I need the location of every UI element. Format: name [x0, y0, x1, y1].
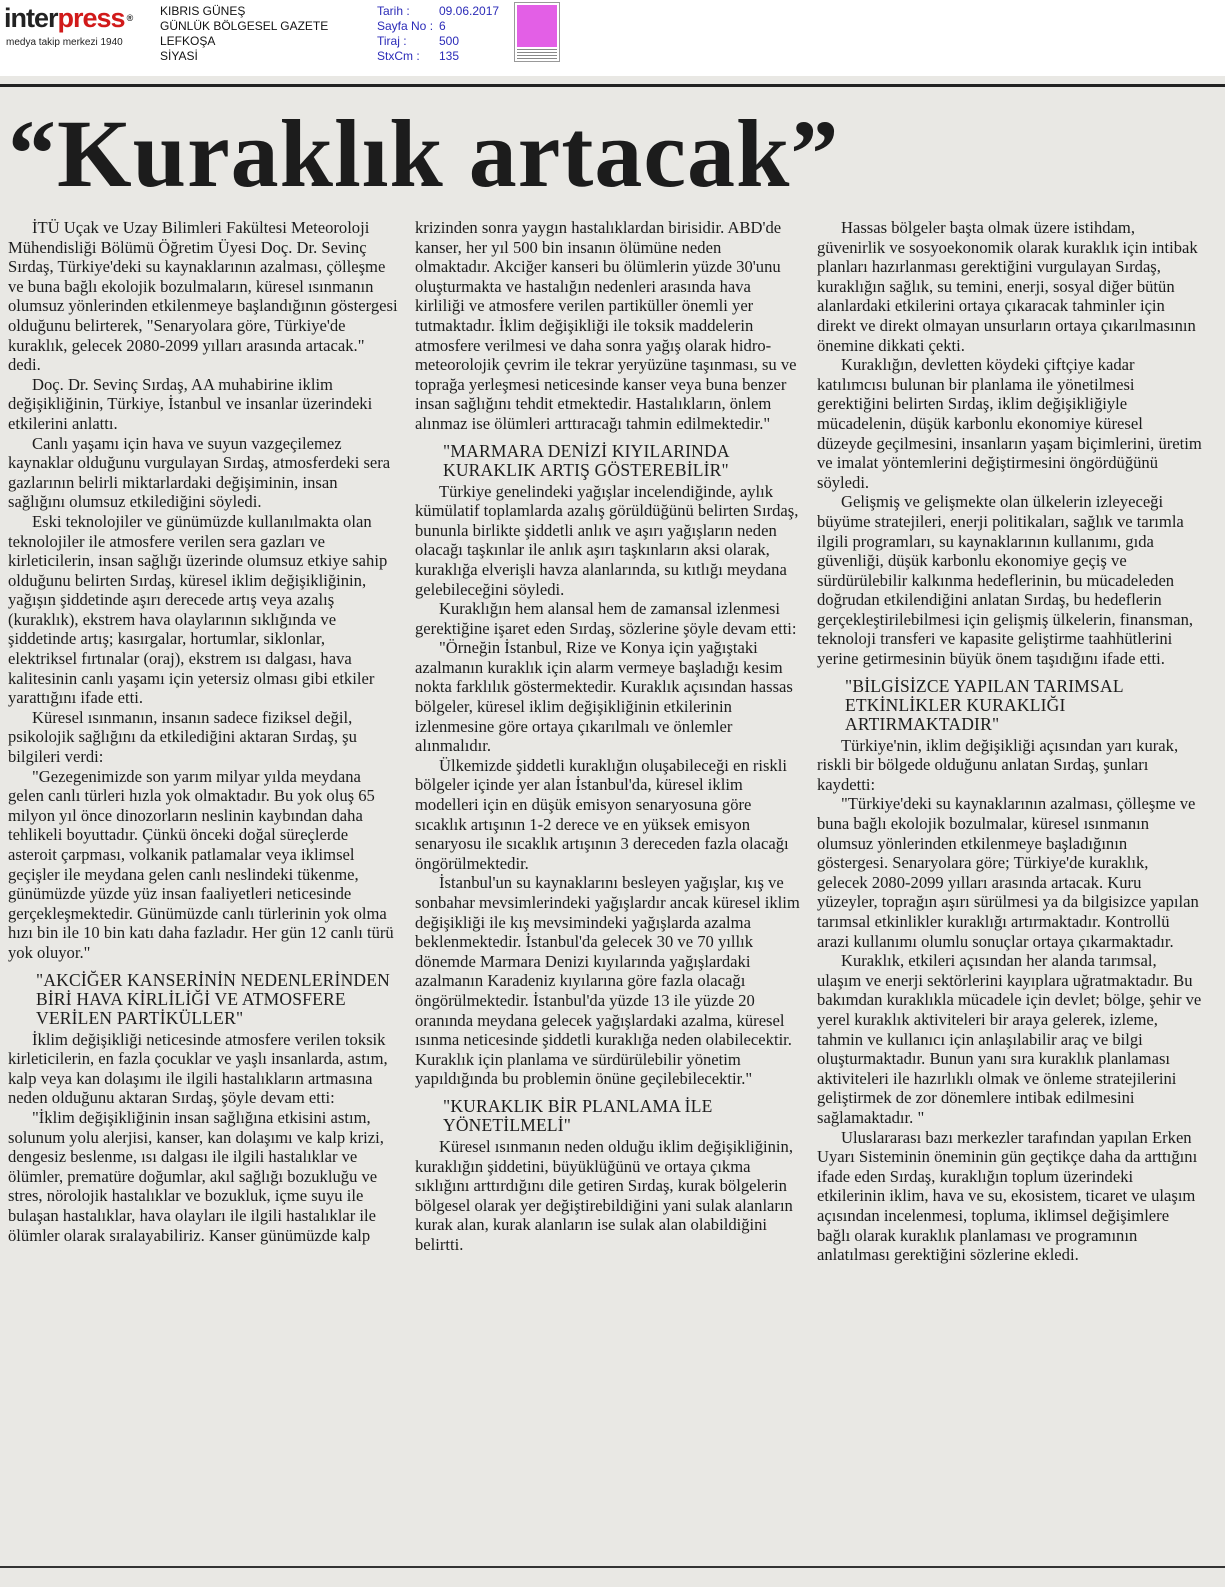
interpress-logo [4, 4, 154, 52]
meta-key: Tiraj : [377, 34, 407, 48]
paragraph: Canlı yaşamı için hava ve suyun vazgeçilemez kaynaklar olduğunu vurgulayan Sırdaş, atmosferdeki sera gazlarının belirli miktarlardaki değişiminin, insan sağlığını olumsuz etkilediğini söyledi. [8, 433, 391, 512]
publication-frequency: GÜNLÜK BÖLGESEL GAZETE [160, 19, 329, 33]
publication-city: LEFKOŞA [160, 34, 216, 48]
paragraph: Kuraklığın hem alansal hem de zamansal izlenmesi gerektiğine işaret eden Sırdaş, sözlerine şöyle devam etti: [415, 599, 797, 638]
article-column-2 [415, 218, 800, 1255]
subheading: "AKCİĞER KANSERİNİN NEDENLERİNDEN BİRİ HAVA KİRLİLİĞİ VE ATMOSFERE VERİLEN PARTİKÜLLER" [36, 969, 390, 1028]
paragraph: İstanbul'un su kaynaklarını besleyen yağışlar, kış ve sonbahar mevsimlerindeki yağışlardır ancak küresel iklim değişikliği ile kış mevsimindeki yağışlarda azalma beklenmektedir. İstanbul'da gelecek 30 ve 70 yıllık dönemde Marmara Denizi kıyılarında yağışlardaki azalmanın Karadeniz kıyılarına göre fazla olacağı öngörülmektedir. İstanbul'da yüzde 13 ile yüzde 20 oranında meydana gelecek yağışlardaki azalma, küresel ısınma neticesinde şiddetli kuraklığa neden olabilecektir. Kuraklık için planlama ve sürdürülebilir yönetim yapıldığında bu problemin önüne geçilebilecektir." [415, 873, 800, 1089]
meta-row [377, 34, 499, 49]
logo-tagline: medya takip merkezi 1940 [6, 37, 123, 48]
paragraph: Doç. Dr. Sevinç Sırdaş, AA muhabirine iklim değişikliğinin, Türkiye, İstanbul ve insanlar üzerindeki etkilerini anlattı. [8, 374, 373, 433]
thumbnail-lines [517, 49, 557, 59]
logo-press: press [57, 3, 125, 33]
logo-wordmark [4, 4, 154, 32]
bottom-rule [0, 1566, 1225, 1568]
meta-key: Sayfa No : [377, 19, 434, 33]
meta-key: Tarih : [377, 4, 410, 18]
meta-value: 135 [439, 49, 460, 63]
paragraph: Eski teknolojiler ve günümüzde kullanılmakta olan teknolojiler ile atmosfere verilen sera gazları ve kirleticilerin, insan sağlığı üzerinde olumsuz etkiye sahip olduğunu belirten Sırdaş, küresel iklim değişikliğinin, yağışın şiddetinde aşırı derecede artış veya azalış (kuraklık), ekstrem hava olaylarının sıklığında ve şiddetinde artış; kasırgalar, hortumlar, siklonlar, elektriksel fırtınalar (oraj), ekstrem ısı dalgası, hava kalitesinin canlı yaşamı için yetersiz olması gibi etkiler yarattığını ifade etti. [8, 511, 388, 708]
paragraph: Kuraklık, etkileri açısından her alanda tarımsal, ulaşım ve enerji sektörlerini kayıplara uğratmaktadır. Bu bakımdan kuraklıkla mücadele için devlet; bölge, şehir ve yerel kuraklık aktiviteleri bir araya gelerek, izleme, tahmin ve kullanıcı için anlaşılabilir araç ve bilgi oluşturmaktadır. Bunun yanı sıra kuraklık planlaması aktiviteleri ile hazırlıklı olmak ve önleme stratejilerini geliştirmek de zor dönemlere intibak edilmesini sağlamaktadır. " [817, 951, 1202, 1127]
headline: “Kuraklık artacak” [8, 100, 840, 207]
paragraph: Uluslararası bazı merkezler tarafından yapılan Erken Uyarı Sisteminin öneminin gün geçtikçe daha da arttığını ifade eden Sırdaş, kuraklığın toplum üzerindeki etkilerinin iklim, hava ve su, ekosistem, ticaret ve ulaşım açısından incelenmesi, topluma, iklimsel değişimlere bağlı olarak kuraklık planlaması ve programının anlatılması gerektiğini sözlerine ekledi. [817, 1127, 1198, 1265]
article-column-1 [8, 218, 398, 1245]
page-thumbnail[interactable] [514, 2, 560, 62]
meta-row [377, 49, 499, 64]
paragraph: "İklim değişikliğinin insan sağlığına etkisini astım, solunum yolu alerjisi, kanser, kan dolaşımı ve kalp krizi, dengesiz beslenme, ısı dalgası ile ilgili hastalıklar ve ölümler, prematüre doğumlar, akıl sağlığı bozukluğu ve stres, nörolojik hastalıklar ve bozukluk, içme suyu ile bulaşan hastalıklar, hava olayları ile ilgili hastalıklar ile ölümler olarak sıralayabiliriz. Kanser günümüzde kalp [8, 1107, 384, 1245]
publication-info [160, 4, 328, 64]
publication-category: SİYASİ [160, 49, 198, 63]
paragraph: krizinden sonra yaygın hastalıklardan birisidir. ABD'de kanser, her yıl 500 bin insanın ölümüne neden olmaktadır. Akciğer kanseri bu ölümlerin yüzde 30'unu oluşturmakta ve hastalığın nedenleri arasında hava kirliliği ve atmosfere verilen partiküller önemli yer tutmaktadır. İklim değişikliği ile toksik maddelerin atmosfere verilmesi ve daha sonra yağış olarak hidro-meteorolojik çevrim ile tekrar yeryüzüne taşınması, su ve toprağa yerleşmesi neticesinde kanser veya buna benzer insan sağlığını tehdit etmektedir. Hastalıkların, önlem alınmaz ise ölümleri arttıracağı tahmin edilmektedir." [415, 218, 797, 433]
paragraph: Küresel ısınmanın neden olduğu iklim değişikliğinin, kuraklığın şiddetini, büyüklüğünü ve ortaya çıkma sıklığını arttırdığını dile getiren Sırdaş, kurak bölgelerin bölgesel olarak yer değiştirebildiğini yani sulak alanların kurak alan, kurak alanların ise sulak alan olabildiğini belirtti. [415, 1136, 793, 1254]
subheading: "BİLGİSİZCE YAPILAN TARIMSAL ETKİNLİKLER KURAKLIĞI ARTIRMAKTADIR" [845, 675, 1124, 734]
paragraph: İklim değişikliği neticesinde atmosfere verilen toksik kirleticilerin, en fazla çocuklar ve yaşlı insanlarda, astım, kalp veya kan dolaşımı ile ilgili hastalıkların artmasına neden olduğunu aktaran Sırdaş, şöyle devam etti: [8, 1029, 388, 1108]
article-column-3 [817, 218, 1202, 1265]
registered-mark: ® [126, 13, 133, 23]
paragraph: Hassas bölgeler başta olmak üzere istihdam, güvenirlik ve sosyoekonomik olarak kuraklık için intibak planları hazırlanması gerektiğini vurgulayan Sırdaş, kuraklığın sağlık, su temini, enerji, sosyal diğer bütün alanlardaki etkilerini ortaya çıkaracak tahminler için direkt ve direkt olmayan unsurların ortaya çıkarılmasının önemine dikkati çekti. [817, 218, 1198, 355]
meta-value: 500 [439, 34, 460, 48]
clipping-header [0, 0, 1225, 76]
paragraph: Türkiye genelindeki yağışlar incelendiğinde, aylık kümülatif toplamlarda azalış görüldüğünü belirten Sırdaş, bununla birlikte şiddetli anlık ve aşırı yağışların neden olacağı taşkınlar ile anlık aşırı taşkınların aksi olarak, kuraklığa elverişli havza alanlarında, su kıtlığı meydana gelebileceğini söyledi. [415, 481, 799, 599]
thumbnail-highlight [517, 5, 557, 47]
paragraph: Türkiye'nin, iklim değişikliği açısından yarı kurak, riskli bir bölgede olduğunu anlatan Sırdaş, şunları kaydetti: [817, 735, 1179, 794]
clipping-meta [377, 4, 499, 64]
paragraph: "Örneğin İstanbul, Rize ve Konya için yağıştaki azalmanın kuraklık için alarm vermeye başladığı kesim nokta farklılık göstermektedir. Kuraklık açısından hassas bölgeler, küresel iklim değişikliğinin etkilerinin izlenmesine göre ortaya çıkarılmalı ve önlemler alınmalıdır. [415, 638, 793, 756]
paragraph: İTÜ Uçak ve Uzay Bilimleri Fakültesi Meteoroloji Mühendisliği Bölümü Öğretim Üyesi Doç. Dr. Sevinç Sırdaş, Türkiye'deki su kaynaklarının azalması, çölleşme ve buna bağlı ekolojik bozulmaların, küresel ısınmanın olumsuz yönlerinden etkilenmeye başlandığının göstergesi olduğunu belirterek, "Senaryolara göre, Türkiye'de kuraklık, gelecek 2080-2099 yılları arasında artacak." dedi. [8, 218, 398, 375]
meta-value: 09.06.2017 [439, 4, 500, 18]
subheading: "MARMARA DENİZİ KIYILARINDA KURAKLIK ARTIŞ GÖSTEREBİLİR" [443, 440, 729, 480]
logo-inter: inter [4, 3, 58, 33]
paragraph: Gelişmiş ve gelişmekte olan ülkelerin izleyeceği büyüme stratejileri, enerji politikaları, sağlık ve tarımla ilgili programları, su kaynaklarının kullanımı, gıda güvenliği, düşük karbonlu ekonomiye geçiş ve sürdürülebilir kalkınma hedeflerinin, bu mücadeleden doğrudan etkilendiğini anlatan Sırdaş, bu hedeflerin gerçekleştirilebilmesi için gelişmiş ülkelerin, finansman, teknoloji transferi ve kapasite geliştirme taahhütlerini yerine getirmesinin büyük önem taşıdığını ifade etti. [817, 492, 1194, 669]
paragraph: Ülkemizde şiddetli kuraklığın oluşabileceği en riskli bölgeler içinde yer alan İstanbul'da, küresel iklim modelleri için en düşük emisyon senaryosuna göre sıcaklık artışının 1-2 derece ve en yüksek emisyon senaryosu ile sıcaklık artışının 3 dereceden fazla olacağı öngörülmektedir. [415, 755, 789, 873]
meta-row [377, 4, 499, 19]
paragraph: Küresel ısınmanın, insanın sadece fiziksel değil, psikolojik sağlığını da etkilediğini aktaran Sırdaş, şu bilgileri verdi: [8, 707, 357, 767]
newspaper-clipping [0, 76, 1225, 1587]
top-rule [0, 84, 1225, 87]
paragraph: Kuraklığın, devletten köydeki çiftçiye kadar katılımcısı bulunan bir planlama ile yönetilmesi gerektiğini belirten Sırdaş, iklim değişikliğiyle mücadelenin, düşük karbonlu ekonomiye küresel düzeyde geçilmesini, insanların yaşam biçimlerini, üretim ve imalat yöntemlerini değiştirmesini öngördüğünü söyledi. [817, 355, 1202, 492]
meta-key: StxCm : [377, 49, 420, 63]
meta-value: 6 [439, 19, 446, 33]
publication-name: KIBRIS GÜNEŞ [160, 4, 246, 18]
subheading: "KURAKLIK BİR PLANLAMA İLE YÖNETİLMELİ" [443, 1095, 713, 1135]
paragraph: "Gezegenimizde son yarım milyar yılda meydana gelen canlı türleri hızla yok olmaktadır. Bu yok oluş 65 milyon yıl önce dinozorların neslinin kaybından daha tehlikeli boyuttadır. Çünkü önceki doğal süreçlerde asteroit çarpması, volkanik patlamalar veya iklimsel geçişler ile meydana gelen canlı neslindeki tükenme, günümüzde yüzde yüz insan faaliyetleri neticesinde gerçekleşmektedir. Günümüzde canlı türlerinin yok olma hızı bin ile 10 bin katı daha fazladır. Her gün 12 canlı türü yok oluyor." [8, 766, 394, 962]
meta-row [377, 19, 499, 34]
paragraph: "Türkiye'deki su kaynaklarının azalması, çölleşme ve buna bağlı ekolojik bozulmalar, küresel ısınmanın olumsuz yönlerinden etkilenmeye başladığının göstergesi. Senaryolara göre; Türkiye'de kuraklık, gelecek 2080-2099 yılları arasında artacak. Kuru yüzeyler, toprağın aşırı sürülmesi ya da bilgisizce yapılan tarımsal etkinlikler kuraklığı artırmaktadır. Kontrollü arazi kullanımı olumlu sonuçlar ortaya çıkarmaktadır. [817, 794, 1199, 951]
